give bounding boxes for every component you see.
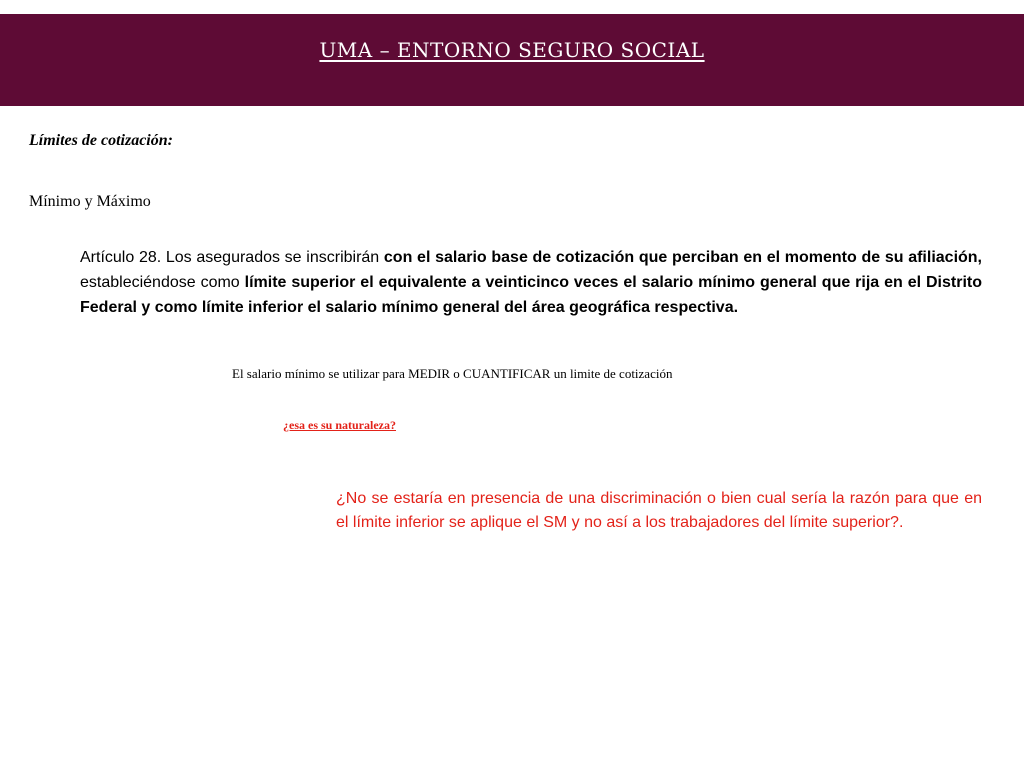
article-text-bold-2: límite superior el equivalente a veinticinco veces el salario mínimo general que rija en el Distrito Federal y como límite inferior el salario mínimo general del área geográfica respectiva. xyxy=(80,274,983,316)
question-paragraph: ¿No se estaría en presencia de una discriminación o bien cual sería la razón para que en el límite inferior se aplique el SM y no así a los trabajadores del límite superior?. xyxy=(336,490,982,531)
question-small: ¿esa es su naturaleza? xyxy=(283,418,396,432)
note-text: El salario mínimo se utilizar para MEDIR o CUANTIFICAR un limite de cotización xyxy=(232,366,673,381)
article-text-2: estableciéndose como xyxy=(80,274,245,291)
article-paragraph xyxy=(80,245,982,320)
article-text-bold-1: con el salario base de cotización que perciban en el momento de su afiliación, xyxy=(383,249,983,266)
subheading: Mínimo y Máximo xyxy=(29,193,151,210)
section-heading: Límites de cotización: xyxy=(29,132,173,149)
article-text-1: Artículo 28. Los asegurados se inscribirán xyxy=(80,249,384,266)
slide-title: UMA – ENTORNO SEGURO SOCIAL xyxy=(319,38,705,62)
